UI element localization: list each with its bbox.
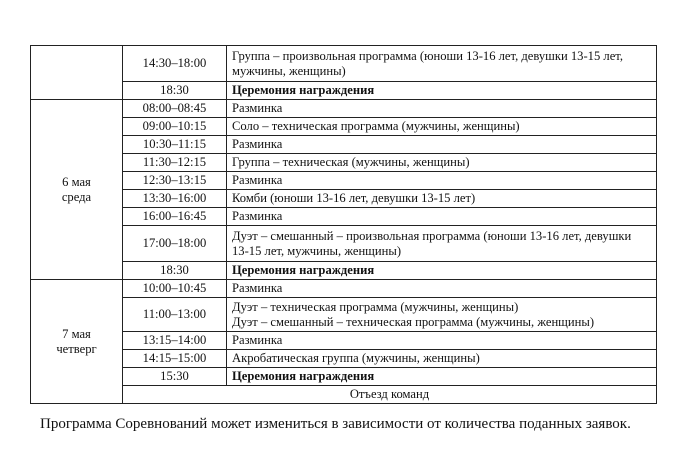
day-cell-empty (31, 46, 123, 100)
table-row (31, 82, 657, 100)
day-cell (31, 100, 123, 280)
event-line: Дуэт – смешанный – техническая программа (мужчины, женщины) (232, 314, 595, 329)
event-cell: Группа – произвольная программа (юноши 13-16 лет, девушки 13-15 лет, мужчины, женщины) (227, 46, 657, 82)
table-row (31, 368, 657, 386)
time-cell: 13:15–14:00 (123, 332, 227, 350)
event-cell: Разминка (227, 208, 657, 226)
event-cell: Разминка (227, 172, 657, 190)
day-weekday: четверг (56, 341, 97, 356)
table-row (31, 190, 657, 208)
event-cell: Разминка (227, 100, 657, 118)
table-row (31, 262, 657, 280)
table-row (31, 208, 657, 226)
event-cell-ceremony: Церемония награждения (227, 368, 657, 386)
departure-cell: Отъезд команд (123, 386, 657, 404)
time-cell: 17:00–18:00 (123, 226, 227, 262)
table-row (31, 154, 657, 172)
time-cell: 10:30–11:15 (123, 136, 227, 154)
time-cell: 15:30 (123, 368, 227, 386)
table-row (31, 118, 657, 136)
table-row (31, 136, 657, 154)
time-cell: 13:30–16:00 (123, 190, 227, 208)
table-row (31, 280, 657, 298)
time-cell: 11:00–13:00 (123, 298, 227, 332)
event-cell (227, 298, 657, 332)
event-cell: Разминка (227, 136, 657, 154)
day-weekday: среда (61, 189, 92, 204)
time-cell: 10:00–10:45 (123, 280, 227, 298)
event-cell: Соло – техническая программа (мужчины, женщины) (227, 118, 657, 136)
event-cell: Дуэт – смешанный – произвольная программа (юноши 13-16 лет, девушки 13-15 лет, мужчины, женщины) (227, 226, 657, 262)
footnote: Программа Соревнований может измениться в зависимости от количества поданных заявок. (40, 416, 631, 432)
time-cell: 14:30–18:00 (123, 46, 227, 82)
time-cell: 12:30–13:15 (123, 172, 227, 190)
event-cell-ceremony: Церемония награждения (227, 262, 657, 280)
table-row (31, 350, 657, 368)
time-cell: 11:30–12:15 (123, 154, 227, 172)
day-cell (31, 280, 123, 404)
event-cell-ceremony: Церемония награждения (227, 82, 657, 100)
table-row (31, 386, 657, 404)
event-cell: Группа – техническая (мужчины, женщины) (227, 154, 657, 172)
time-cell: 14:15–15:00 (123, 350, 227, 368)
table-row (31, 100, 657, 118)
time-cell: 16:00–16:45 (123, 208, 227, 226)
day-date: 6 мая (62, 174, 91, 189)
time-cell: 18:30 (123, 262, 227, 280)
schedule-table (30, 45, 657, 404)
event-cell: Акробатическая группа (мужчины, женщины) (227, 350, 657, 368)
time-cell: 18:30 (123, 82, 227, 100)
table-row (31, 226, 657, 262)
table-row (31, 46, 657, 82)
time-cell: 08:00–08:45 (123, 100, 227, 118)
table-row (31, 298, 657, 332)
time-cell: 09:00–10:15 (123, 118, 227, 136)
table-row (31, 172, 657, 190)
event-cell: Комби (юноши 13-16 лет, девушки 13-15 лет) (227, 190, 657, 208)
day-date: 7 мая (62, 326, 91, 341)
table-row (31, 332, 657, 350)
event-cell: Разминка (227, 280, 657, 298)
event-line: Дуэт – техническая программа (мужчины, женщины) (232, 299, 519, 314)
event-cell: Разминка (227, 332, 657, 350)
